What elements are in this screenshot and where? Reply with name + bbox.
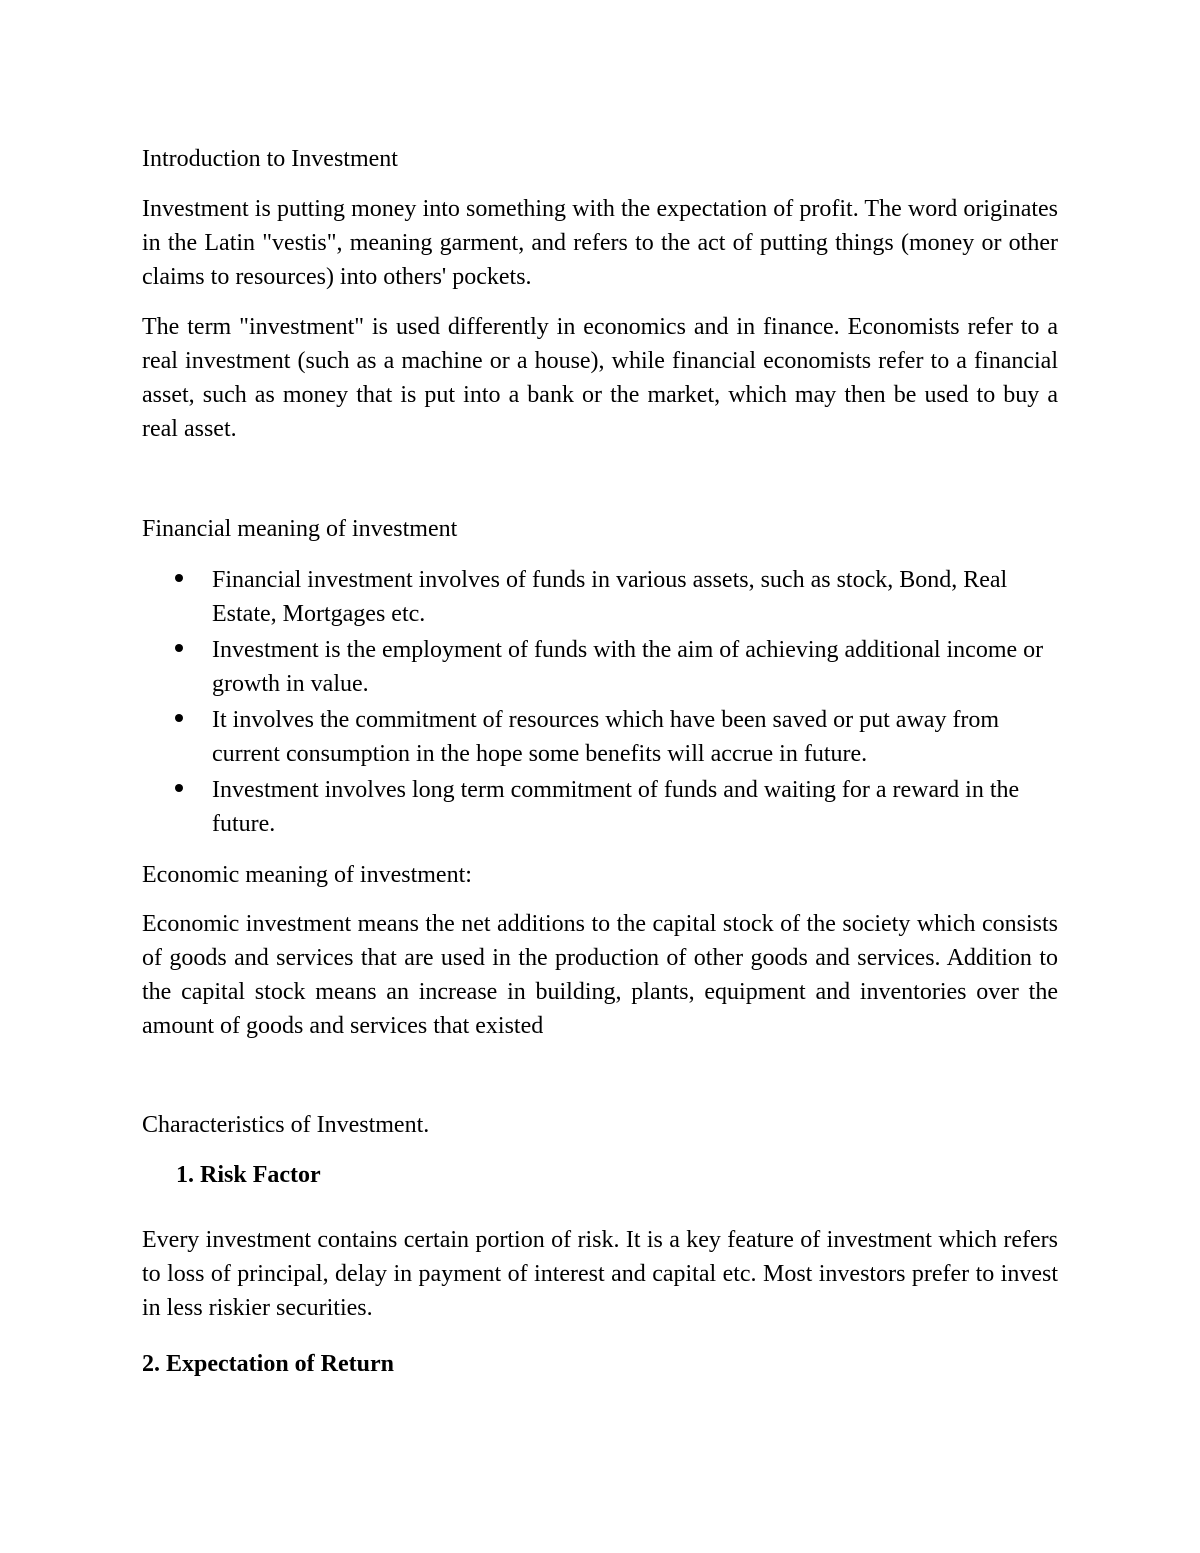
risk-factor-heading: 1. Risk Factor: [176, 1162, 321, 1188]
bullet-text: It involves the commitment of resources which have been saved or put away from current consumption in the hope some benefits will accrue in future.: [212, 707, 1000, 767]
economic-meaning-title: Economic meaning of investment:: [142, 862, 472, 888]
bullet-text: Investment is the employment of funds with the aim of achieving additional income or growth in value.: [212, 637, 1044, 697]
bullet-icon: [174, 643, 184, 653]
list-item: [142, 563, 1058, 631]
intro-paragraph-1: Investment is putting money into something with the expectation of profit. The word originates in the Latin "vestis", meaning garment, and refers to the act of putting things (money or other claims to resources) into others' pockets.: [142, 196, 1058, 290]
list-item: [142, 703, 1058, 771]
bullet-text: Investment involves long term commitment of funds and waiting for a reward in the future.: [212, 777, 1020, 837]
economic-paragraph: Economic investment means the net additions to the capital stock of the society which consists of goods and services that are used in the production of other goods and services. Addition to the capital stock means an increase in building, plants, equipment and inventories over the amount of goods and services that existed: [142, 911, 1058, 1039]
risk-factor-paragraph: Every investment contains certain portion of risk. It is a key feature of investment which refers to loss of principal, delay in payment of interest and capital etc. Most investors prefer to invest in less riskier securities.: [142, 1227, 1058, 1321]
intro-paragraph-2: The term "investment" is used differently in economics and in finance. Economists refer to a real investment (such as a machine or a house), while financial economists refer to a financial asset, such as money that is put into a bank or the market, which may then be used to buy a real asset.: [142, 314, 1058, 442]
financial-meaning-title: Financial meaning of investment: [142, 516, 458, 542]
bullet-icon: [174, 713, 184, 723]
financial-bullet-list: [142, 563, 1058, 843]
bullet-text: Financial investment involves of funds in various assets, such as stock, Bond, Real Estate, Mortgages etc.: [212, 567, 1008, 627]
bullet-icon: [174, 573, 184, 583]
intro-title: Introduction to Investment: [142, 146, 398, 172]
list-item: [142, 633, 1058, 701]
characteristics-title: Characteristics of Investment.: [142, 1112, 430, 1138]
expectation-of-return-heading: 2. Expectation of Return: [142, 1351, 394, 1377]
list-item: [142, 773, 1058, 841]
bullet-icon: [174, 783, 184, 793]
